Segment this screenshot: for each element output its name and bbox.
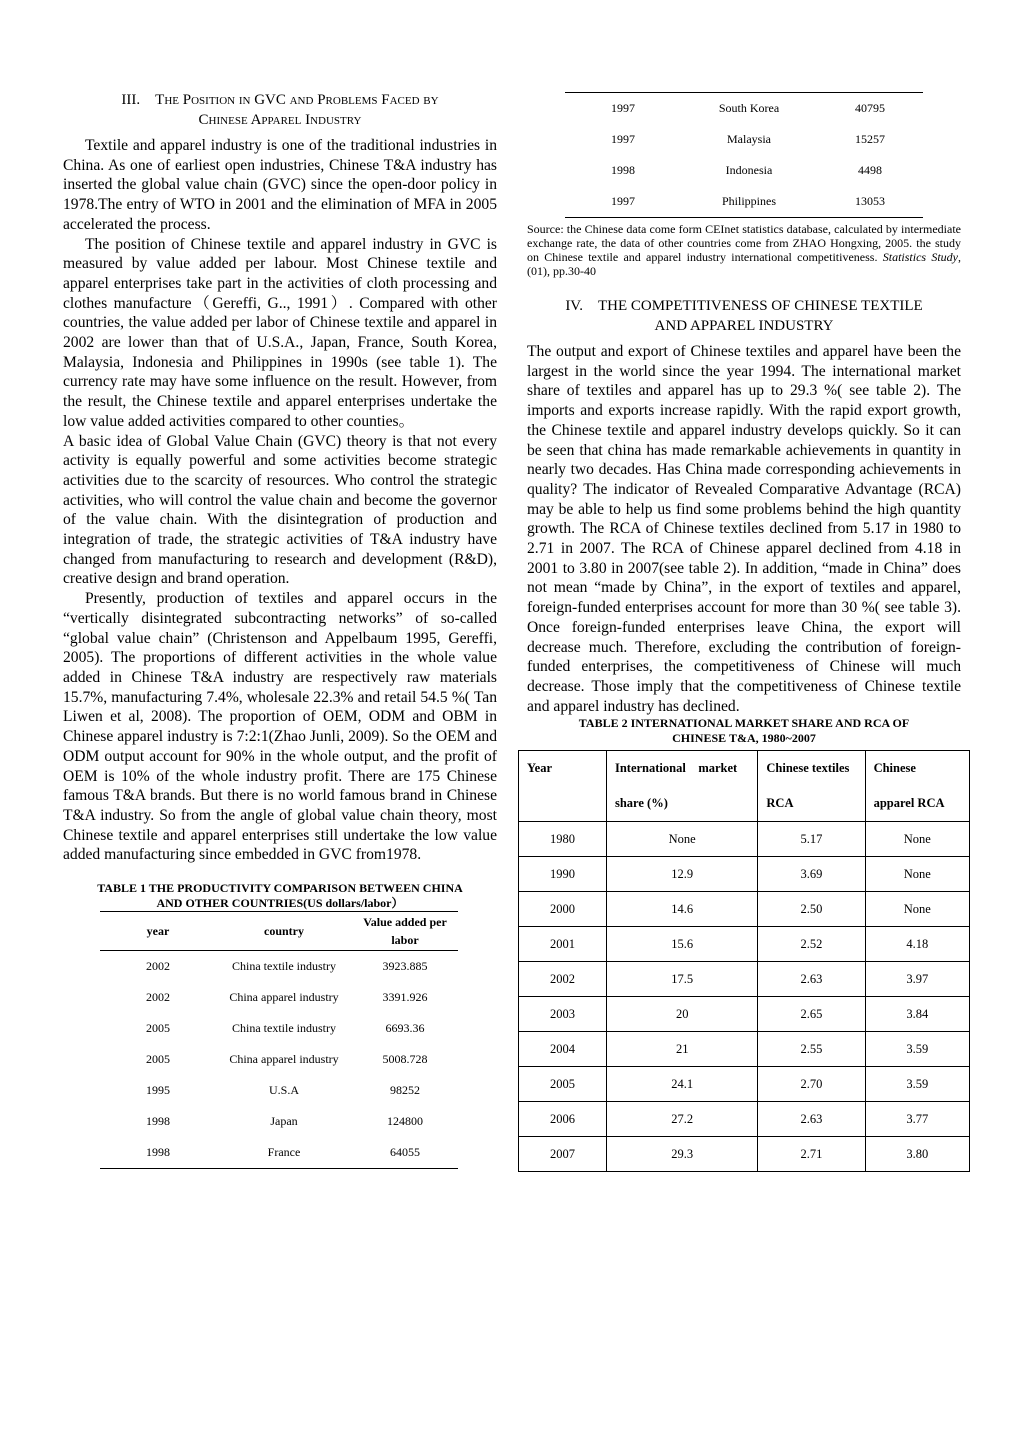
table-cell: 14.6 xyxy=(606,892,757,927)
table-cell: 2.50 xyxy=(758,892,865,927)
section-number: III. xyxy=(121,92,141,108)
section-title-line2: Chinese Apparel Industry xyxy=(198,112,362,128)
table-cell: 1998 xyxy=(611,163,635,177)
table-row xyxy=(519,962,970,997)
table-cell: None xyxy=(865,822,969,857)
table-cell: 3923.885 xyxy=(382,959,428,974)
table-1-source xyxy=(527,222,961,278)
table-row xyxy=(100,1075,458,1106)
table-2 xyxy=(518,750,970,1172)
table-cell: 64055 xyxy=(390,1145,420,1160)
section-title-line2: AND APPAREL INDUSTRY xyxy=(654,318,834,334)
table-cell: 2.70 xyxy=(758,1067,865,1102)
section-title-line1: THE COMPETITIVENESS OF CHINESE TEXTILE xyxy=(597,298,923,314)
table-cell: 13053 xyxy=(855,194,885,208)
table-header: year xyxy=(146,923,170,938)
header-line: Value added per xyxy=(363,915,447,930)
table-cell: Malaysia xyxy=(727,132,771,146)
table-cell: 1980 xyxy=(519,822,607,857)
table-cell: 1990 xyxy=(519,857,607,892)
table-cell: 2.71 xyxy=(758,1137,865,1172)
table-cell: 2007 xyxy=(519,1137,607,1172)
table-row xyxy=(100,951,458,983)
table-header xyxy=(519,751,607,822)
paragraph: Presently, production of textiles and apparel occurs in the “vertically disintegrated subcontracting networks” of so-called “global value chain” (Christenson and Appelbaum 1995, Gereffi, 2005). The proportions of different activities in the whole value added in Chinese T&A industry are respectively raw materials 15.7%, manufacturing 7.4%, wholesale 22.3% and retail 54.5 %( Tan Liwen et al, 2008). The proportion of OEM, ODM and OBM in Chinese apparel industry is 7:2:1(Zhao Junli, 2009). So the OEM and ODM output account for 90% in the whole output, and the profit of OEM is 10% of the whole industry profit. There are 175 Chinese famous T&A brands. But there is no world famous brand in Chinese T&A industry. So from the angle of global value chain theory, most Chinese textile and apparel enterprises still undertake the low value added manufacturing since embedded in GVC from1978. xyxy=(63,590,497,864)
table-cell: Japan xyxy=(270,1114,298,1129)
table-cell: 3391.926 xyxy=(382,990,428,1005)
table-2-caption xyxy=(527,716,961,746)
table-cell: 40795 xyxy=(855,101,885,115)
table-cell: 5.17 xyxy=(758,822,865,857)
table-cell: 1998 xyxy=(146,1114,170,1129)
table-cell: China textile industry xyxy=(232,1021,336,1036)
header-line: Chinese textiles xyxy=(766,761,850,776)
table-cell: 29.3 xyxy=(606,1137,757,1172)
paragraph: Textile and apparel industry is one of the traditional industries in China. As one of earliest open industries, Chinese T&A industry has inserted the global value chain (GVC) since the open-door policy in 1978.The entry of WTO in 2001 and the elimination of MFA in 2005 accelerated the process. xyxy=(63,137,497,233)
table-cell: U.S.A xyxy=(268,1083,299,1098)
table-row xyxy=(100,1013,458,1044)
table-row xyxy=(519,857,970,892)
table-cell: 1997 xyxy=(611,132,635,146)
left-column xyxy=(63,90,497,1169)
table-row xyxy=(519,1032,970,1067)
header-line: apparel RCA xyxy=(873,796,945,811)
table-row xyxy=(519,1067,970,1102)
table-cell: 2.63 xyxy=(758,962,865,997)
paragraph: The position of Chinese textile and apparel industry in GVC is measured by value added per labour. Most Chinese textile and apparel enterprises take part in the activities of cloth processing and clothes manufacture（Gereffi, G.., 1991）. Compared with other countries, the value added per labor of Chinese textile and apparel in 2002 are lower than that of U.S.A., Japan, France, South Korea, Malaysia, Indonesia and Philippines in 1990s (see table 1). The currency rate may have some influence on the result. However, from the result, the Chinese textile and apparel enterprises undertake the low value added activities compared to other counties。 xyxy=(63,235,497,430)
right-column xyxy=(527,92,961,1172)
table-header: country xyxy=(264,923,304,938)
table-cell: 6693.36 xyxy=(385,1021,425,1036)
table-cell: 21 xyxy=(606,1032,757,1067)
table-cell: France xyxy=(267,1145,301,1160)
table-row xyxy=(565,155,923,186)
table-row xyxy=(565,186,923,218)
table-cell: 17.5 xyxy=(606,962,757,997)
table-cell: 3.77 xyxy=(865,1102,969,1137)
table-cell: 1998 xyxy=(146,1145,170,1160)
table-row xyxy=(519,927,970,962)
table-cell: 24.1 xyxy=(606,1067,757,1102)
table-cell: 2005 xyxy=(146,1052,170,1067)
table-cell: 2006 xyxy=(519,1102,607,1137)
section-number: IV. xyxy=(565,298,583,314)
header-line: International market xyxy=(614,761,738,776)
table-cell: 2005 xyxy=(146,1021,170,1036)
table-row xyxy=(565,124,923,155)
table-cell: 2000 xyxy=(519,892,607,927)
table-cell: 2003 xyxy=(519,997,607,1032)
table-header xyxy=(606,751,757,822)
table-cell: Indonesia xyxy=(725,163,773,177)
table-row xyxy=(565,93,923,125)
caption-line: TABLE 2 INTERNATIONAL MARKET SHARE AND RCA OF xyxy=(578,716,910,731)
table-cell: 3.59 xyxy=(865,1032,969,1067)
source-text: Source: the Chinese data come form CEInet statistics database, calculated by intermediate exchange rate, the data of other countries come from ZHAO Hongxing, 2005. the study on Chinese textile and apparel industry international competitiveness. xyxy=(527,222,961,264)
table-cell: 3.84 xyxy=(865,997,969,1032)
table-cell: 5008.728 xyxy=(382,1052,428,1067)
table-cell: 2.65 xyxy=(758,997,865,1032)
table-cell: 3.59 xyxy=(865,1067,969,1102)
table-cell: 1997 xyxy=(611,101,635,115)
table-cell: 1995 xyxy=(146,1083,170,1098)
table-row xyxy=(519,822,970,857)
source-journal: Statistics Study xyxy=(882,250,958,264)
header-line xyxy=(527,786,598,821)
table-cell: China apparel industry xyxy=(229,1052,339,1067)
table-cell: 3.97 xyxy=(865,962,969,997)
table-cell: 2002 xyxy=(146,990,170,1005)
paragraph: A basic idea of Global Value Chain (GVC) theory is that not every activity is equally powerful and some activities become strategic activities due to the scarcity of resources. Who control the strategic activities, who will control the value chain and become the governor of the value chain. With the disintegration of production and integration of trade, the strategic activities of T&A industry have changed from manufacturing to research and development (R&D), creative design and brand operation. xyxy=(63,432,497,588)
table-header xyxy=(758,751,865,822)
table-1 xyxy=(100,911,458,1169)
table-row xyxy=(519,997,970,1032)
table-cell: 2.63 xyxy=(758,1102,865,1137)
table-cell: 98252 xyxy=(390,1083,420,1098)
paragraph: The output and export of Chinese textiles and apparel have been the largest in the world since the year 1994. The international market share of textiles and apparel has up to 29.3 %( see table 2). The imports and exports increase rapidly. With the rapid export growth, the Chinese textile and apparel industry develops quickly. So it can be seen that china has made remarkable achievements in quantity in nearly two decades. Has China made corresponding achievements in quality? The indicator of Revealed Comparative Advantage (RCA) may be able to help us find some problems behind the high quantity growth. The RCA of Chinese textiles declined from 5.17 in 1980 to 2.71 in 2007. The RCA of Chinese apparel declined from 4.18 in 2001 to 3.80 in 2007(see table 2). In addition, “made in China” does not mean “made by China”, in the export of textiles and apparel, foreign-funded enterprises account for more than 30 %( see table 3). Once foreign-funded enterprises leave China, the export will decrease much. Therefore, excluding the contribution of foreign-funded enterprises, the competitiveness of Chinese will much decrease. Those imply that the competitiveness of Chinese textile and apparel industry has declined. xyxy=(527,343,961,715)
table-header xyxy=(865,751,969,822)
table-row xyxy=(100,1137,458,1169)
table-row xyxy=(100,1044,458,1075)
table-cell: 1997 xyxy=(611,194,635,208)
table-cell: China apparel industry xyxy=(229,990,339,1005)
table-header xyxy=(352,912,458,951)
header-line: Year xyxy=(527,761,552,776)
table-cell: 4.18 xyxy=(865,927,969,962)
table-row xyxy=(100,982,458,1013)
table-row xyxy=(519,1102,970,1137)
section-3-heading xyxy=(63,90,497,130)
table-cell: 2001 xyxy=(519,927,607,962)
table-cell: 15257 xyxy=(855,132,885,146)
table-cell: 2002 xyxy=(146,959,170,974)
table-row xyxy=(100,1106,458,1137)
table-cell: None xyxy=(606,822,757,857)
table-cell: China textile industry xyxy=(232,959,336,974)
table-cell: 2.55 xyxy=(758,1032,865,1067)
section-title-line1: The Position in GVC and Problems Faced by xyxy=(155,92,439,108)
header-line: Chinese xyxy=(873,761,916,776)
table-cell: 15.6 xyxy=(606,927,757,962)
table-cell: South Korea xyxy=(718,101,780,115)
header-line: share (%) xyxy=(614,796,668,811)
table-cell: 4498 xyxy=(858,163,882,177)
table-cell: 3.69 xyxy=(758,857,865,892)
table-cell: 3.80 xyxy=(865,1137,969,1172)
caption-line: TABLE 1 THE PRODUCTIVITY COMPARISON BETWEEN CHINA xyxy=(97,881,463,896)
table-row xyxy=(519,1137,970,1172)
table-cell: Philippines xyxy=(721,194,776,208)
header-line: RCA xyxy=(766,796,794,811)
table-cell: None xyxy=(865,857,969,892)
table-1-continued xyxy=(565,92,923,218)
table-cell: None xyxy=(865,892,969,927)
table-cell: 2004 xyxy=(519,1032,607,1067)
table-cell: 2005 xyxy=(519,1067,607,1102)
table-cell: 2002 xyxy=(519,962,607,997)
table-cell: 124800 xyxy=(387,1114,423,1129)
header-line: labor xyxy=(391,933,419,948)
table-cell: 27.2 xyxy=(606,1102,757,1137)
caption-line: AND OTHER COUNTRIES(US dollars/labor） xyxy=(156,896,404,911)
source-text: , (01), pp.30-40 xyxy=(527,250,961,278)
caption-line: CHINESE T&A, 1980~2007 xyxy=(672,731,816,746)
table-cell: 12.9 xyxy=(606,857,757,892)
section-4-heading xyxy=(527,296,961,336)
table-cell: 20 xyxy=(606,997,757,1032)
table-cell: 2.52 xyxy=(758,927,865,962)
table-row xyxy=(519,892,970,927)
table-1-caption xyxy=(63,881,497,911)
